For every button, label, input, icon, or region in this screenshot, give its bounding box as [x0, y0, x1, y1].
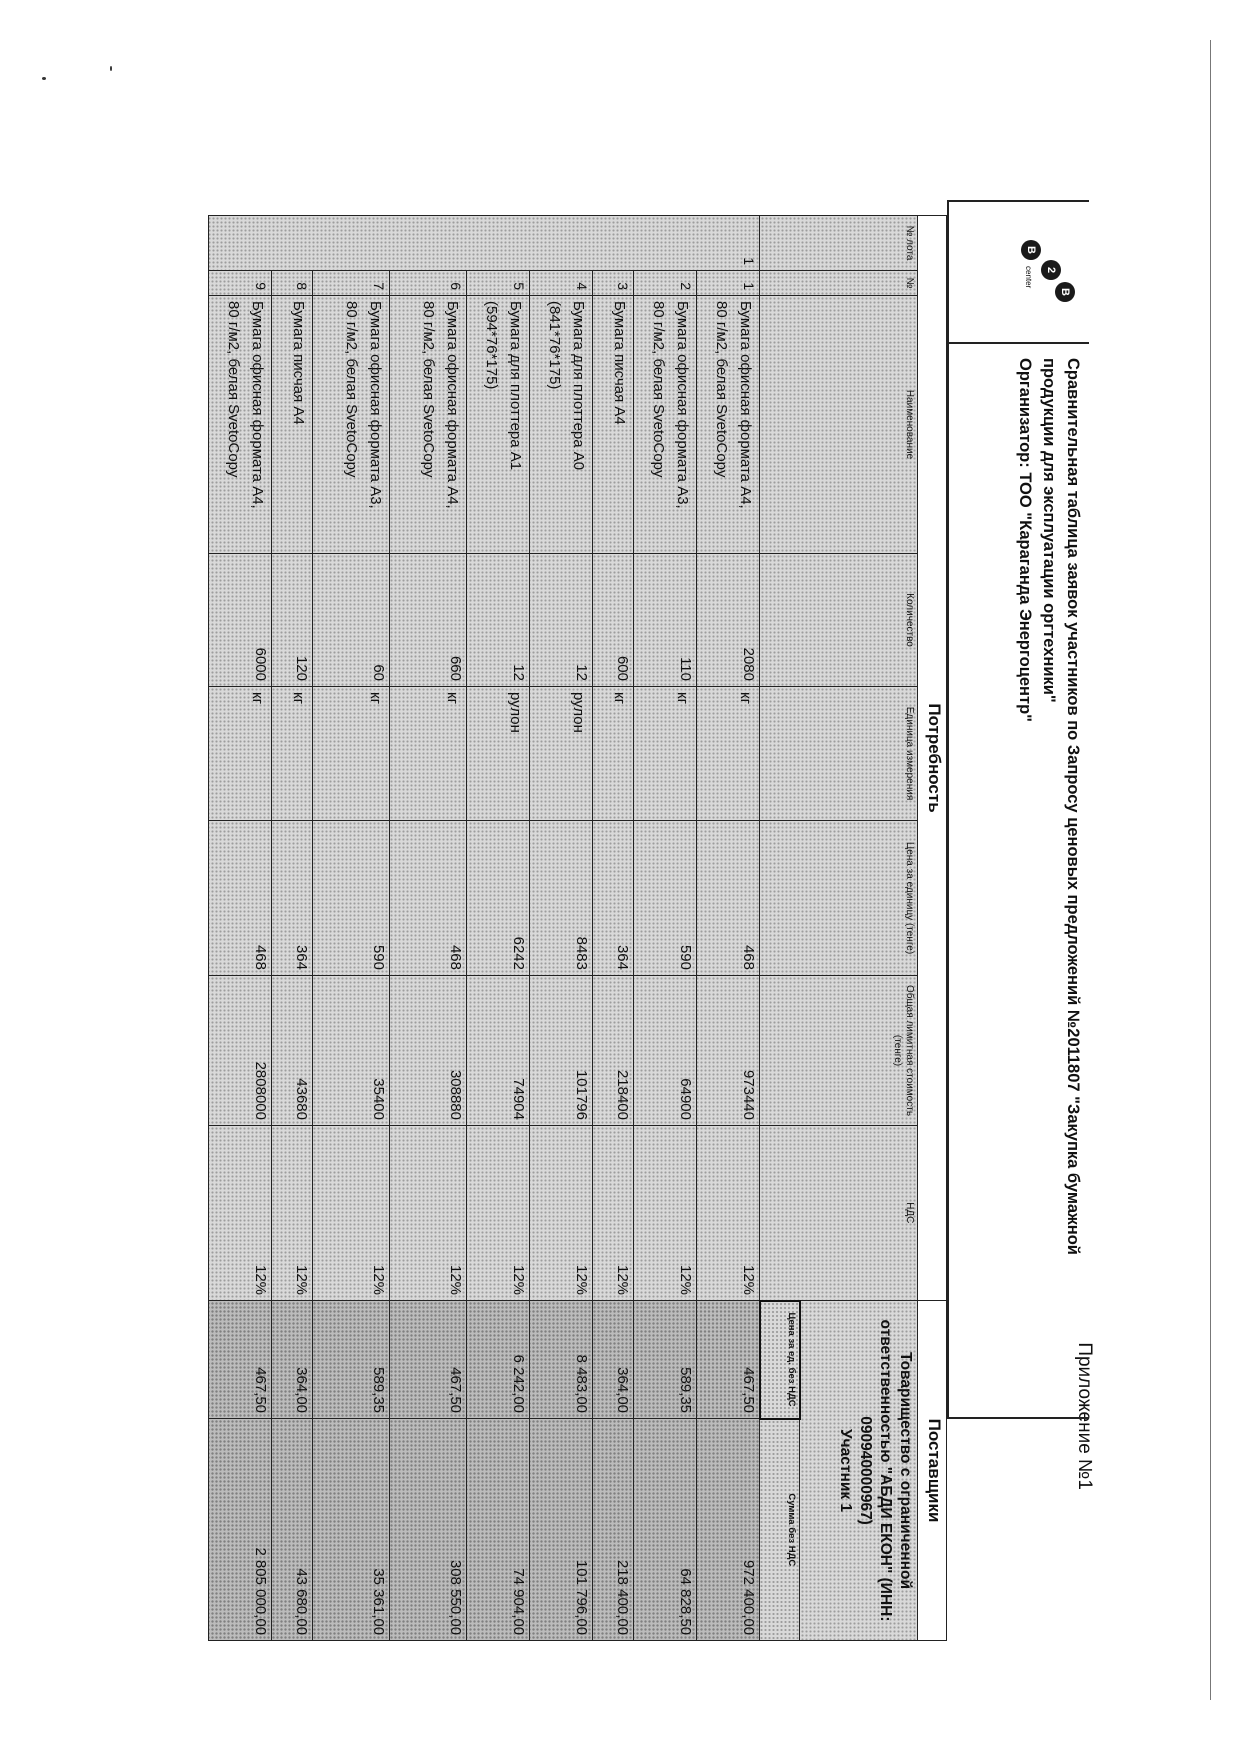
supplier-1-participant: Участник 1	[837, 1429, 854, 1513]
qty-cell: 2080	[697, 554, 761, 687]
title-line-1: Сравнительная таблица заявок участников по Запросу ценовых предложений №2011807 "Закупка бумажной	[1064, 358, 1082, 1255]
unit-price-cell: 8483	[530, 821, 593, 976]
supplier-price-cell: 364,00	[593, 1301, 634, 1419]
supplier-price-cell: 8 483,00	[530, 1301, 593, 1419]
row-no: 2	[634, 271, 697, 296]
supplier-price-cell: 467,50	[209, 1301, 272, 1419]
vat-cell: 12%	[209, 1126, 272, 1301]
unit-cell: кг	[272, 687, 313, 821]
item-name-line: Бумага для плоттера А1	[507, 301, 524, 471]
item-name	[593, 296, 634, 554]
unit-header: Единица измерения	[760, 687, 918, 821]
unit-price-cell: 468	[209, 821, 272, 976]
row-no: 7	[313, 271, 390, 296]
unit-cell: кг	[697, 687, 761, 821]
rotated-page	[155, 100, 1105, 1660]
supplier-price-cell: 589,35	[634, 1301, 697, 1419]
supplier-price-cell: 467,50	[697, 1301, 761, 1419]
item-name-line: Бумага офисная формата А3,	[367, 301, 384, 509]
total-cell: 2808000	[209, 976, 272, 1126]
unit-cell: рулон	[530, 687, 593, 821]
name-header: Наименование	[760, 296, 918, 554]
table-body	[209, 216, 761, 1641]
unit-price-cell: 468	[697, 821, 761, 976]
unit-cell: кг	[313, 687, 390, 821]
unit-cell: кг	[634, 687, 697, 821]
unit-price-header: Цена за единицу (тенге)	[760, 821, 918, 976]
vat-cell: 12%	[272, 1126, 313, 1301]
supplier-sum-cell: 43 680,00	[272, 1419, 313, 1641]
b2b-center-logo	[1005, 240, 1075, 310]
qty-cell: 6000	[209, 554, 272, 687]
qty-cell: 600	[593, 554, 634, 687]
item-name-line: (594*76*175)	[483, 301, 500, 390]
supplier-1-header	[800, 1301, 918, 1641]
item-name-line: 80 г/м2, белая SvetoCopy	[343, 301, 360, 478]
no-header: №	[760, 271, 918, 296]
item-name-line: Бумага писчая А4	[611, 301, 628, 425]
total-cell: 973440	[697, 976, 761, 1126]
unit-price-cell: 590	[634, 821, 697, 976]
unit-price-cell: 364	[272, 821, 313, 976]
qty-cell: 120	[272, 554, 313, 687]
item-name-line: Бумага офисная формата А4,	[249, 301, 266, 509]
unit-cell: рулон	[467, 687, 530, 821]
item-name-line: Бумага писчая А4	[290, 301, 307, 425]
item-name-line: 80 г/м2, белая SvetoCopy	[650, 301, 667, 478]
logo-dot-icon: B	[1021, 240, 1041, 260]
row-no: 9	[209, 271, 272, 296]
vat-cell: 12%	[390, 1126, 467, 1301]
item-name-line: Бумага офисная формата А4,	[444, 301, 461, 509]
qty-cell: 12	[467, 554, 530, 687]
supplier-sum-cell: 74 904,00	[467, 1419, 530, 1641]
title-line-3: Организатор: ТОО "Караганда Энергоцентр"	[1016, 358, 1034, 722]
item-name	[530, 296, 593, 554]
vat-cell: 12%	[313, 1126, 390, 1301]
document-title	[1013, 358, 1085, 1398]
logo-dot-icon: B	[1055, 282, 1075, 302]
appendix-label: Приложение №1	[1074, 1342, 1095, 1490]
supplier-price-cell: 6 242,00	[467, 1301, 530, 1419]
need-header: Потребность	[918, 216, 947, 1301]
vat-header: НДС	[760, 1126, 918, 1301]
supplier-sum-cell: 218 400,00	[593, 1419, 634, 1641]
item-name-line: Бумага для плоттера А0	[570, 301, 587, 471]
supplier-1-name: Товарищество с ограниченной ответственностью "АБДИ ЕКОН" (ИНН: 090940000967)	[857, 1319, 914, 1622]
total-cell: 74904	[467, 976, 530, 1126]
unit-cell: кг	[390, 687, 467, 821]
supplier-sum-cell: 308 550,00	[390, 1419, 467, 1641]
unit-cell: кг	[593, 687, 634, 821]
item-name-line: 80 г/м2, белая SvetoCopy	[225, 301, 242, 478]
item-name	[467, 296, 530, 554]
qty-cell: 110	[634, 554, 697, 687]
sum-no-vat-header: Сумма без НДС	[760, 1419, 800, 1641]
item-name	[697, 296, 761, 554]
supplier-price-cell: 589,35	[313, 1301, 390, 1419]
comparison-table	[208, 215, 947, 1641]
title-divider	[949, 342, 1089, 344]
supplier-sum-cell: 972 400,00	[697, 1419, 761, 1641]
supplier-price-cell: 364,00	[272, 1301, 313, 1419]
total-cell: 35400	[313, 976, 390, 1126]
qty-cell: 660	[390, 554, 467, 687]
total-cell: 308880	[390, 976, 467, 1126]
row-no: 6	[390, 271, 467, 296]
row-no: 5	[467, 271, 530, 296]
scan-speck	[1210, 40, 1211, 1700]
suppliers-header: Поставщики	[918, 1301, 947, 1641]
scan-speck	[110, 66, 112, 71]
unit-price-cell: 590	[313, 821, 390, 976]
item-name	[209, 296, 272, 554]
row-no: 1	[697, 271, 761, 296]
vat-cell: 12%	[593, 1126, 634, 1301]
unit-cell: кг	[209, 687, 272, 821]
lot-number: 1	[209, 216, 761, 271]
item-name-line: (841*76*175)	[546, 301, 563, 390]
item-name	[313, 296, 390, 554]
supplier-sum-cell: 35 361,00	[313, 1419, 390, 1641]
price-no-vat-header: Цена за ед. без НДС	[760, 1301, 800, 1419]
item-name-line: 80 г/м2, белая SvetoCopy	[713, 301, 731, 478]
item-name	[634, 296, 697, 554]
row-no: 3	[593, 271, 634, 296]
logo-caption: center	[1024, 266, 1033, 289]
total-header: Общая лимитная стоимость (тенге)	[760, 976, 918, 1126]
vat-cell: 12%	[467, 1126, 530, 1301]
item-name	[390, 296, 467, 554]
item-name-line: Бумага офисная формата А4,	[737, 301, 755, 509]
item-name	[272, 296, 313, 554]
total-cell: 64900	[634, 976, 697, 1126]
vat-cell: 12%	[697, 1126, 761, 1301]
row-no: 8	[272, 271, 313, 296]
scan-speck	[42, 77, 46, 80]
unit-price-cell: 6242	[467, 821, 530, 976]
total-cell: 101796	[530, 976, 593, 1126]
qty-cell: 12	[530, 554, 593, 687]
unit-price-cell: 364	[593, 821, 634, 976]
qty-cell: 60	[313, 554, 390, 687]
item-name-line: Бумага офисная формата А3,	[674, 301, 691, 509]
vat-cell: 12%	[634, 1126, 697, 1301]
total-cell: 218400	[593, 976, 634, 1126]
lot-no-header: № лота	[760, 216, 918, 271]
item-name-line: 80 г/м2, белая SvetoCopy	[420, 301, 437, 478]
vat-cell: 12%	[530, 1126, 593, 1301]
unit-price-cell: 468	[390, 821, 467, 976]
supplier-price-cell: 467,50	[390, 1301, 467, 1419]
supplier-sum-cell: 101 796,00	[530, 1419, 593, 1641]
supplier-sum-cell: 2 805 000,00	[209, 1419, 272, 1641]
title-line-2: продукции для эксплуатации оргтехники"	[1040, 358, 1058, 703]
row-no: 4	[530, 271, 593, 296]
total-cell: 43680	[272, 976, 313, 1126]
qty-header: Количество	[760, 554, 918, 687]
supplier-sum-cell: 64 828,50	[634, 1419, 697, 1641]
logo-dot-icon: 2	[1041, 260, 1061, 280]
